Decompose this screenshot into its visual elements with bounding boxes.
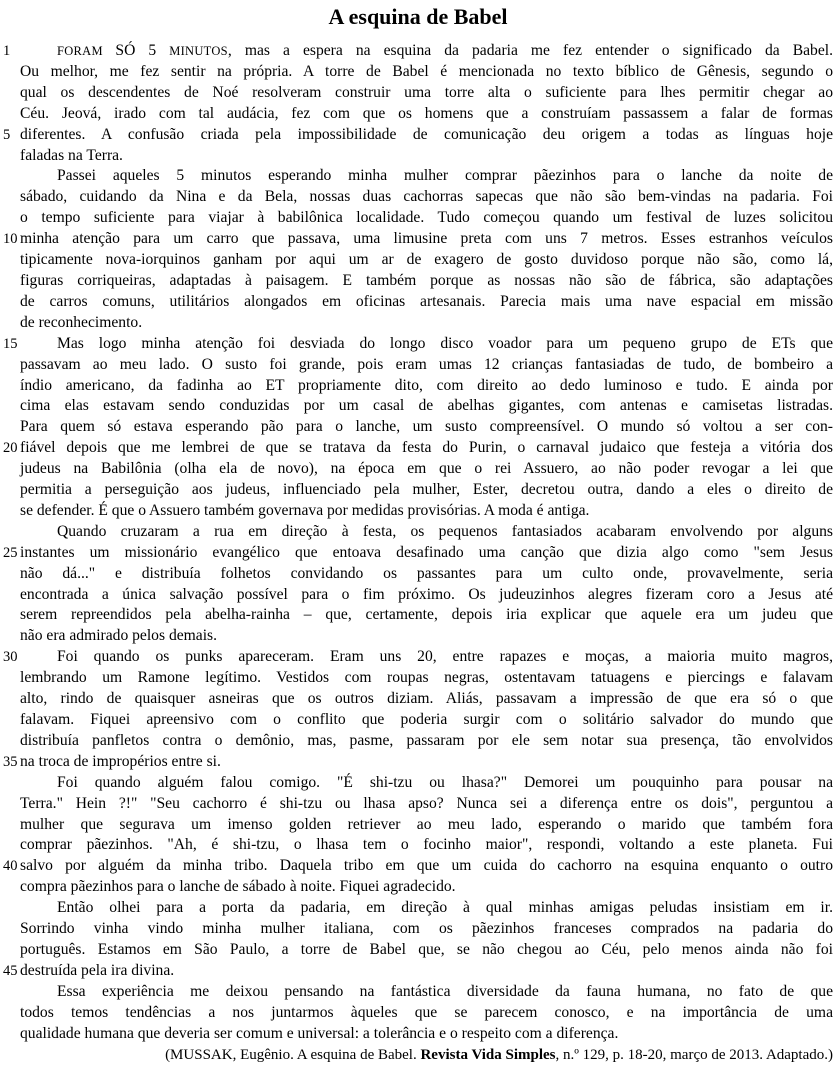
- text-segment: todos temos tendências a nos juntarmos àqueles que se parecem conosco, e na importância de uma: [20, 1003, 833, 1021]
- text-line: [20, 522, 833, 543]
- text-segment: tipicamente nova-iorquinos ganham por aqui um ar de exagero de gosto duvidoso porque não são, como lá,: [20, 251, 833, 269]
- line-text: [20, 377, 833, 394]
- text-line: [20, 396, 833, 417]
- line-text: [20, 84, 833, 101]
- text-segment: judeus na Babilônia (olha ela de novo), na época em que o rei Assuero, ao não poder revogar a lei que: [20, 460, 833, 478]
- text-segment: (MUSSAK, Eugênio. A esquina de Babel.: [165, 1046, 421, 1063]
- text-line: [20, 313, 833, 334]
- line-text: [20, 753, 221, 770]
- text-line: [20, 626, 833, 647]
- text-line: [20, 605, 833, 626]
- text-segment: compra pãezinhos para o lanche de sábado à noite. Fiquei agradecido.: [20, 878, 456, 896]
- text-segment: passavam ao meu lado. O susto foi grande, pois eram umas 12 crianças fantasiadas de tudo, de bombeiro a: [20, 355, 833, 373]
- text-segment: mulher que segurava um imenso golden retriever ao meu lado, esperando o marido que também fora: [20, 815, 833, 833]
- line-text: [20, 272, 833, 289]
- text-segment: minha atenção para um carro que passava, uma limusine preta com uns 7 metros. Esses estranhos veículos: [20, 230, 833, 248]
- line-text: [57, 648, 833, 665]
- line-text: [57, 523, 833, 540]
- text-line: [20, 835, 833, 856]
- text-line: [20, 1024, 833, 1045]
- text-segment: Mas logo minha atenção foi desviada do longo disco voador para um pequeno grupo de ETs que: [57, 334, 833, 352]
- text-segment: salvo por alguém da minha tribo. Daquela tribo em que um cuida do cachorro na esquina enquanto o outro: [20, 857, 833, 875]
- line-text: [20, 314, 142, 331]
- text-line: [3, 438, 833, 459]
- text-segment: Terra." Hein ?!" "Seu cachorro é shi-tzu ou lhasa apso? Nunca sei a diferença entre os dois", perguntou a: [20, 794, 833, 812]
- line-text: [20, 627, 217, 644]
- line-text: [20, 418, 833, 435]
- text-line: [20, 187, 833, 208]
- line-text: [20, 230, 833, 247]
- line-text: [20, 209, 833, 226]
- text-line: [3, 41, 833, 62]
- text-segment: SÓ 5: [115, 42, 170, 59]
- line-text: [20, 836, 833, 853]
- text-line: [20, 794, 833, 815]
- text-line: [20, 459, 833, 480]
- text-segment: comprar pãezinhos. "Ah, é shi-tzu, o lhasa tem o focinho maior", respondi, voltando a este planeta. Fui: [20, 836, 833, 854]
- line-text: [20, 397, 833, 414]
- text-line: [20, 480, 833, 501]
- line-number: 1: [3, 43, 11, 59]
- line-text: [20, 439, 833, 456]
- text-segment: sábado, cuidando da Nina e da Bela, nossas duas cachorras sapecas que não são bem-vindas na padaria. Foi: [20, 188, 833, 206]
- text-segment: alto, rindo de quaisquer asneiras que os outros diziam. Aliás, passavam a impressão de que era só o que: [20, 690, 833, 708]
- line-text: [20, 690, 833, 707]
- text-line: [20, 146, 833, 167]
- line-number: 10: [3, 231, 18, 248]
- text-segment: qualidade humana que deveria ser comum e universal: a tolerância e o respeito com a diferença.: [20, 1024, 619, 1042]
- text-segment: instantes um missionário evangélico que entoava desafinado uma canção que dizia algo como "sem Jesus: [20, 543, 833, 561]
- line-text: [20, 878, 456, 895]
- line-text: [57, 335, 833, 352]
- text-line: [20, 83, 833, 104]
- line-text: [20, 711, 833, 728]
- text-line: [3, 543, 833, 564]
- text-line: [20, 271, 833, 292]
- line-text: [20, 147, 123, 164]
- line-number: 45: [3, 962, 18, 979]
- text-segment: faladas na Terra.: [20, 146, 123, 164]
- line-number: 5: [3, 126, 11, 143]
- text-segment: Ou melhor, me fez sentir na própria. A torre de Babel é mencionada no texto bíblico de Gênesis, segundo o: [20, 62, 833, 80]
- text-segment: serem repreendidos pela abelha-rainha – que, certamente, depois iria explicar que aquele era um judeu que: [20, 606, 833, 624]
- text-segment: FORAM: [57, 44, 116, 58]
- text-line: [3, 334, 833, 355]
- text-line: [20, 919, 833, 940]
- text-line: [20, 376, 833, 397]
- line-text: [20, 63, 833, 80]
- text-line: [3, 856, 833, 877]
- line-text: [20, 669, 833, 686]
- text-segment: Quando cruzaram a rua em direção à festa, os pequenos fantasiados acabaram envolvendo por alguns: [57, 522, 833, 540]
- text-segment: Foi quando alguém falou comigo. "É shi-tzu ou lhasa?" Demorei um pouquinho para pousar na: [57, 773, 833, 791]
- line-text: [20, 565, 833, 582]
- text-segment: MINUTOS: [169, 44, 228, 58]
- text-line: [20, 501, 833, 522]
- line-number: 20: [3, 440, 18, 457]
- text-line: [3, 752, 833, 773]
- line-text: [20, 816, 833, 833]
- text-line: [3, 961, 833, 982]
- text-segment: figuras corriqueiras, adaptadas à paisagem. E também porque as nossas não são de fábrica, são adaptações: [20, 271, 833, 289]
- text-segment: diferentes. A confusão criada pela impossibilidade de comunicação deu origem a todas as línguas hoje: [20, 125, 833, 143]
- line-text: [20, 293, 833, 310]
- text-line: [20, 731, 833, 752]
- citation: [20, 1045, 833, 1066]
- text-segment: , n.º 129, p. 18-20, março de 2013. Adaptado.): [555, 1046, 833, 1063]
- line-text: [20, 732, 833, 749]
- text-segment: se defender. É que o Assuero também governava por medidas provisórias. A moda é antiga.: [20, 501, 590, 519]
- line-text: [20, 251, 833, 268]
- text-line: [20, 355, 833, 376]
- text-segment: cima elas estavam sendo conduzidas por um casal de abelhas gigantes, com antenas e camisetas listradas.: [20, 397, 833, 415]
- text-segment: Para quem só estava esperando pão para o lanche, um susto compreensível. O mundo só voltou a ser con-: [20, 418, 833, 436]
- text-line: [3, 647, 833, 668]
- text-segment: permitia a perseguição aos judeus, influenciado pela mulher, Ester, decretou outra, dando a eles o direito de: [20, 481, 833, 499]
- text-body: [3, 41, 833, 1066]
- text-segment: Passei aqueles 5 minutos esperando minha mulher comprar pãezinhos para o lanche da noite de: [57, 167, 833, 185]
- text-segment: fiável depois que me lembrei de que se tratava da festa do Purin, o carnaval judaico que festeja a vitória dos: [20, 439, 833, 457]
- text-line: [20, 898, 833, 919]
- text-segment: distribuía panfletos contra o demônio, mas, pasme, passaram por ele sem notar sua presença, tão envolvidos: [20, 731, 833, 749]
- text-segment: na troca de impropérios entre si.: [20, 752, 221, 770]
- line-text: [20, 606, 833, 623]
- text-line: [20, 710, 833, 731]
- text-segment: Céu. Jeová, irado com tal audácia, fez com que os homens que a construíam passassem a falar de formas: [20, 104, 833, 122]
- text-line: [20, 104, 833, 125]
- line-text: [20, 544, 833, 561]
- text-segment: encontrada a única salvação possível para o fim próximo. Os judeuzinhos alegres fizeram coro a Jesus até: [20, 585, 833, 603]
- text-segment: não dá..." e distribuía folhetos convidando os passantes para um culto onde, provavelmente, seria: [20, 564, 833, 582]
- text-line: [20, 585, 833, 606]
- line-text: [20, 105, 833, 122]
- text-segment: Sorrindo vinha vindo minha mulher italiana, com os pãezinhos franceses comprados na padaria do: [20, 920, 833, 938]
- line-number: 15: [3, 335, 18, 352]
- line-text: [20, 1004, 833, 1021]
- text-line: [20, 877, 833, 898]
- text-segment: , mas a espera na esquina da padaria me fez entender o significado da Babel.: [227, 42, 833, 59]
- line-text: [20, 795, 833, 812]
- line-text: [57, 899, 833, 916]
- line-text: [20, 188, 833, 205]
- line-text: [20, 502, 589, 519]
- text-line: [20, 208, 833, 229]
- line-number: 35: [3, 753, 18, 770]
- line-text: [20, 962, 174, 979]
- text-line: [20, 940, 833, 961]
- line-text: [57, 774, 833, 791]
- text-line: [20, 62, 833, 83]
- text-line: [20, 564, 833, 585]
- text-segment: o tempo suficiente para viajar à babilônica localidade. Tudo começou quando um festival de luzes solicitou: [20, 209, 833, 227]
- text-line: [20, 1003, 833, 1024]
- text-lines: [3, 41, 833, 1045]
- text-line: [20, 773, 833, 794]
- line-text: [20, 1025, 618, 1042]
- line-text: [57, 42, 833, 59]
- line-text: [20, 586, 833, 603]
- document-title: A esquina de Babel: [328, 4, 508, 29]
- line-text: [20, 857, 833, 874]
- line-text: [20, 356, 833, 373]
- line-number: 30: [3, 649, 18, 666]
- text-line: [20, 166, 833, 187]
- text-segment: lembrando um Ramone legítimo. Vestidos com roupas negras, ostentavam tatuagens e piercings e falavam: [20, 669, 833, 687]
- text-segment: índio americano, da fadinha ao ET propriamente dito, com direito ao dedo luminoso e tudo. E ainda por: [20, 376, 833, 394]
- line-text: [20, 481, 833, 498]
- text-segment: falavam. Fiquei apreensivo com o conflito que poderia surgir com o solitário salvador do mundo que: [20, 711, 833, 728]
- line-text: [57, 983, 833, 1000]
- text-line: [20, 982, 833, 1003]
- line-text: [20, 920, 833, 937]
- text-line: [20, 417, 833, 438]
- text-segment: Essa experiência me deixou pensando na fantástica diversidade da fauna humana, no fato de que: [57, 982, 833, 1000]
- text-segment: Então olhei para a porta da padaria, em direção à qual minhas amigas peludas insistiam em ir.: [57, 899, 833, 917]
- text-line: [3, 229, 833, 250]
- text-line: [20, 689, 833, 710]
- line-text: [20, 460, 833, 477]
- text-line: [20, 250, 833, 271]
- text-segment: de carros comuns, utilitários alongados em oficinas artesanais. Parecia mais uma nave espacial em missão: [20, 292, 833, 310]
- text-line: [20, 815, 833, 836]
- text-segment: de reconhecimento.: [20, 313, 143, 331]
- text-segment: qual os descendentes de Noé resolveram construir uma torre alta o suficiente para lhes permitir chegar ao: [20, 83, 833, 101]
- line-text: [57, 167, 833, 184]
- line-text: [20, 126, 833, 143]
- text-segment: destruída pela ira divina.: [20, 961, 175, 979]
- text-line: [20, 668, 833, 689]
- text-segment: português. Estamos em São Paulo, a torre de Babel que, se não chegou ao Céu, pelo menos ainda não foi: [20, 940, 833, 958]
- text-segment: Revista Vida Simples: [420, 1046, 556, 1063]
- text-segment: não era admirado pelos demais.: [20, 627, 218, 645]
- text-line: [20, 292, 833, 313]
- line-text: [20, 941, 833, 958]
- text-segment: Foi quando os punks apareceram. Eram uns 20, entre rapazes e moças, a maioria muito magros,: [57, 648, 833, 666]
- line-number: 25: [3, 544, 18, 561]
- line-number: 40: [3, 858, 18, 875]
- text-line: [3, 125, 833, 146]
